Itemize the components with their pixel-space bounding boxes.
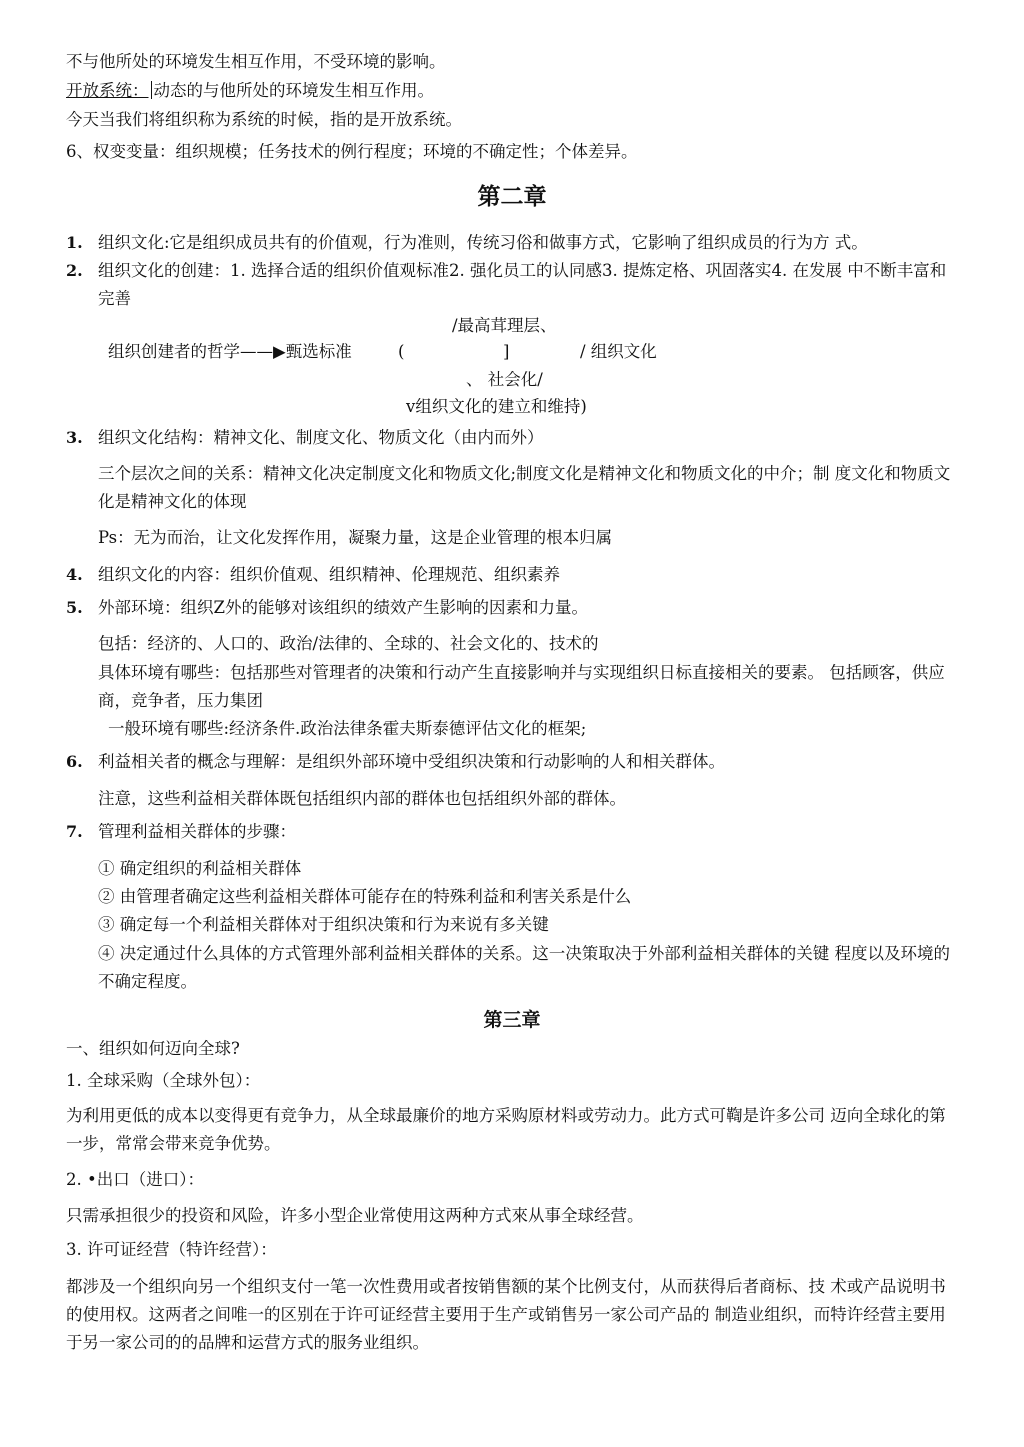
ch2-item2-number: 2. <box>66 261 83 280</box>
chapter2-title: 第二章 <box>477 183 547 210</box>
diagram-bracket: ] <box>503 342 510 361</box>
chapter3-title: 第三章 <box>483 1009 541 1031</box>
ch2-item6-text: 利益相关者的概念与理解：是组织外部环境中受组织决策和行动影响的人和相关群体。 <box>98 752 725 771</box>
ch3-subheading: 3. 许可证经营（特许经营）： <box>66 1240 277 1259</box>
ch3-paragraph: 都涉及一个组织向另一个组织支付一笔一次性费用或者按销售额的某个比例支付，从而获得后者商标、技 术或产品说明书的使用权。这两者之间唯一的区别在于许可证经营主要用于生产或销售另一家公司产品的 制造业组织，而特许经营主要用于另一家公司的的品牌和运营方式的服务业组织。 <box>66 1277 946 1352</box>
intro-open-system-line <box>66 77 968 105</box>
ch2-item6-note: 注意，这些利益相关群体既包括组织内部的群体也包括组织外部的群体。 <box>98 789 626 808</box>
ch2-item3-relation: 三个层次之间的关系：精神文化决定制度文化和物质文化;制度文化是精神文化和物质文化的中介；制 度文化和物质文化是精神文化的体现 <box>98 464 951 511</box>
ch3-paragraph: 只需承担很少的投资和风险，许多小型企业常使用这两种方式來从事全球经营。 <box>66 1206 644 1225</box>
ch2-item4-number: 4. <box>66 565 83 584</box>
diagram-socialization: 、 社会化/ <box>466 370 543 389</box>
diagram-org-culture: / 组织文化 <box>580 342 657 361</box>
open-system-label: 开放系统： <box>66 81 149 100</box>
ch2-item5-general: 一般环境有哪些:经济条件.政治法律条霍夫斯泰德评估文化的框架; <box>108 719 587 738</box>
step-item: ③ 确定每一个利益相关群体对于组织决策和行为来说有多关键 <box>98 915 549 934</box>
step-item: ② 由管理者确定这些利益相关群体可能存在的特殊利益和利害关系是什么 <box>98 887 632 906</box>
step-item: ④ 决定通过什么具体的方式管理外部利益相关群体的关系。这一决策取决于外部利益相关群体的关键 程度以及环境的不确定程度。 <box>98 944 950 991</box>
ch2-item6-number: 6. <box>66 752 83 771</box>
ch2-item7-text: 管理利益相关群体的步骤： <box>98 822 296 841</box>
ch2-item2-text: 组织文化的创建：1. 选择合适的组织价值观标准2. 强化员工的认同感3. 提炼定格、巩固落实4. 在发展 中不断丰富和完善 <box>98 261 947 308</box>
ch2-item5-number: 5. <box>66 598 83 617</box>
ch2-item1-number: 1. <box>66 233 83 252</box>
ch2-item5-include: 包括：经济的、人口的、政治/法律的、全球的、社会文化的、技术的 <box>98 634 599 653</box>
diagram-top-management: /最高茸理层、 <box>452 316 557 335</box>
ch3-question: 一、组织如何迈向全球? <box>66 1039 240 1058</box>
diagram-paren-open: ( <box>398 342 405 361</box>
contingency-variables-line: 6、权变变量：组织规模；任务技术的例行程度；环境的不确定性；个体差异。 <box>66 142 638 161</box>
ch2-item1-text: 组织文化:它是组织成员共有的价值观，行为准则，传统习俗和做事方式，它影响了组织成员的行为方 式。 <box>98 233 868 252</box>
diagram-founder-philosophy: 组织创建者的哲学——▶甄选标准 <box>108 342 352 361</box>
intro-open-system-note: 今天当我们将组织称为系统的时候，指的是开放系统。 <box>66 110 462 129</box>
ch2-item3-text: 组织文化结构：精神文化、制度文化、物质文化（由内而外） <box>98 428 544 447</box>
ch2-item3-ps: Ps：无为而治，让文化发挥作用，凝聚力量，这是企业管理的根本归属 <box>98 528 613 547</box>
text-cursor <box>151 81 152 99</box>
ch2-item5-specific: 具体环境有哪些：包括那些对管理者的决策和行动产生直接影响并与实现组织日标直接相关的要素。 包括顾客，供应商，竞争者，压力集团 <box>98 663 945 710</box>
ch3-subheading: 1. 全球采购（全球外包）： <box>66 1071 261 1090</box>
ch2-item5-text: 外部环境：组织Z外的能够对该组织的绩效产生影响的因素和力量。 <box>98 598 588 617</box>
open-system-text: 动态的与他所处的环境发生相互作用。 <box>153 81 434 100</box>
ch2-item7-number: 7. <box>66 822 83 841</box>
ch2-item4-text: 组织文化的内容：组织价值观、组织精神、伦理规范、组织素养 <box>98 565 560 584</box>
ch3-paragraph: 为利用更低的成本以变得更有竞争力，从全球最廉价的地方采购原材料或劳动力。此方式可鞫是许多公司 迈向全球化的第一步，常常会带来竞争优势。 <box>66 1106 946 1153</box>
ch2-item3-number: 3. <box>66 428 83 447</box>
ch3-subheading: 2. •出口（进口）： <box>66 1170 204 1189</box>
step-item: ① 确定组织的利益相关群体 <box>98 859 302 878</box>
intro-closed-system-line: 不与他所处的环境发生相互作用，不受环境的影响。 <box>66 52 446 71</box>
diagram-build-maintain: v组织文化的建立和维持) <box>406 397 587 416</box>
